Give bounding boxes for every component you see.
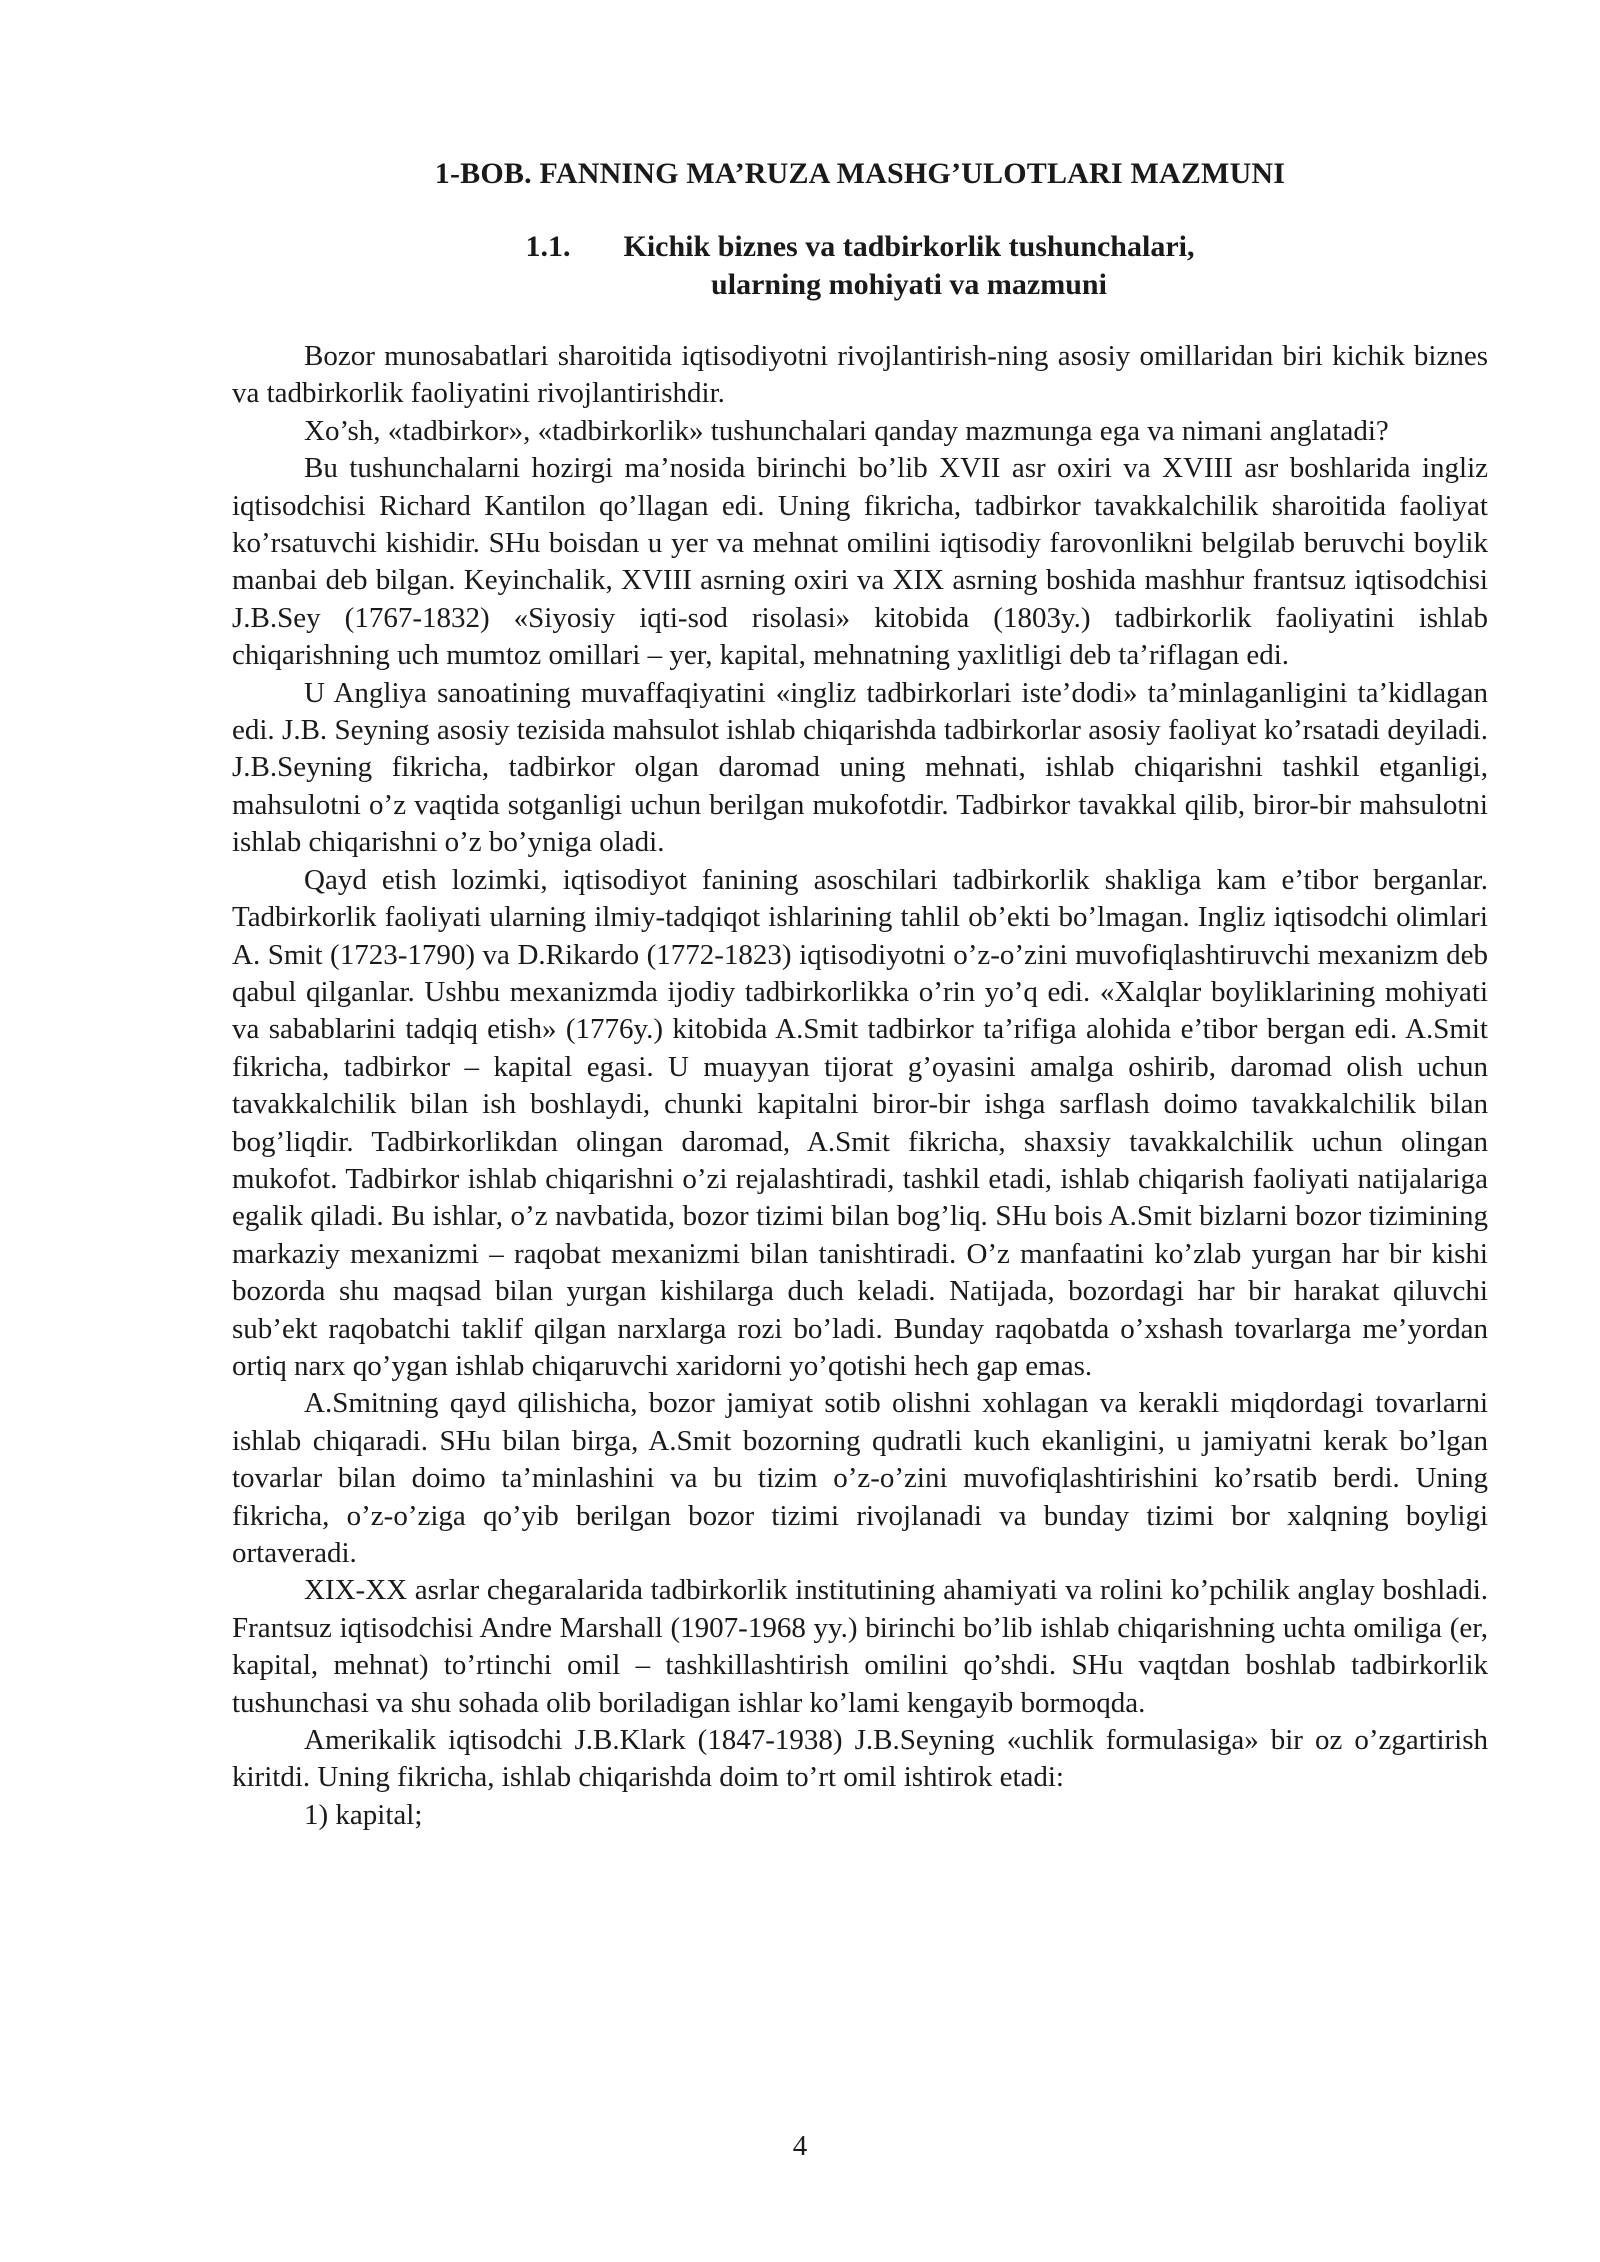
list-item: 1) kapital;	[304, 1798, 423, 1831]
paragraph: Qayd etish lozimki, iqtisodiyot fanining asoschilari tadbirkorlik shakliga kam e’tibor berganlar. Tadbirkorlik faoliyati ularning ilmiy-tadqiqot ishlarining tahlil ob’ekti bo’lmagan. Ingliz iqtisodchi olimlari A. Smit (1723-1790) va D.Rikardo (1772-1823) iqtisodiyotni o’z-o’zini muvofiqlashtiruvchi mexanizm deb qabul qilganlar. Ushbu mexanizmda ijodiy tadbirkorlikka o’rin yo’q edi. «Xalqlar boyliklarining mohiyati va sabablarini tadqiq etish» (1776y.) kitobida A.Smit tadbirkor ta’rifiga alohida e’tibor bergan edi. A.Smit fikricha, tadbirkor – kapital egasi. U muayyan tijorat g’oyasini amalga oshirib, daromad olish uchun tavakkalchilik bilan ish boshlaydi, chunki kapitalni biror-bir ishga sarflash doimo tavakkalchilik bilan bog’liqdir. Tadbirkorlikdan olingan daromad, A.Smit fikricha, shaxsiy tavakkalchilik uchun olingan mukofot. Tadbirkor ishlab chiqarishni o’zi rejalashtiradi, tashkil etadi, ishlab chiqarish faoliyati natijalariga egalik qiladi. Bu ishlar, o’z navbatida, bozor tizimi bilan bog’liq. SHu bois A.Smit bizlarni bozor tizimining markaziy mexanizmi – raqobat mexanizmi bilan tanishtiradi. O’z manfaatini ko’zlab yurgan har bir kishi bozorda shu maqsad bilan yurgan kishilarga duch keladi. Natijada, bozordagi har bir harakat qiluvchi sub’ekt raqobatchi taklif qilgan narxlarga rozi bo’ladi. Bunday raqobatda o’xshash tovarlarga me’yordan ortiq narx qo’ygan ishlab chiqaruvchi xaridorni yo’qotishi hech gap emas.	[232, 863, 1488, 1382]
paragraph: U Angliya sanoatining muvaffaqiyatini «ingliz tadbirkorlari iste’dodi» ta’minlaganligini ta’kidlagan edi. J.B. Seyning asosiy tezisida mahsulot ishlab chiqarishda tadbirkorlar asosiy faoliyat ko’rsatadi deyiladi. J.B.Seyning fikricha, tadbirkor olgan daromad uning mehnati, ishlab chiqarishni tashkil etganligi, mahsulotni o’z vaqtida sotganligi uchun berilgan mukofotdir. Tadbirkor tavakkal qilib, biror-bir mahsulotni ishlab chiqarishni o’z bo’yniga oladi.	[232, 676, 1488, 859]
paragraph: Amerikalik iqtisodchi J.B.Klark (1847-1938) J.B.Seyning «uchlik formulasiga» bir oz o’zgartirish kiritdi. Uning fikricha, ishlab chiqarishda doim to’rt omil ishtirok etadi:	[232, 1724, 1488, 1794]
page-number: 4	[792, 2130, 808, 2162]
section-title	[624, 228, 1195, 304]
paragraph: Bu tushunchalarni hozirgi ma’nosida birinchi bo’lib XVII asr oxiri va XVIII asr boshlarida ingliz iqtisodchisi Richard Kantilon qo’llagan edi. Uning fikricha, tadbirkor tavakkalchilik sharoitida faoliyat ko’rsatuvchi kishidir. SHu boisdan u yer va mehnat omilini iqtisodiy farovonlikni belgilab beruvchi boylik manbai deb bilgan. Keyinchalik, XVIII asrning oxiri va XIX asrning boshida mashhur frantsuz iqtisodchisi J.B.Sey (1767-1832) «Siyosiy iqti-sod risolasi» kitobida (1803y.) tadbirkorlik faoliyatini ishlab chiqarishning uch mumtoz omillari – yer, kapital, mehnatning yaxlitligi deb ta’riflagan edi.	[232, 452, 1488, 672]
document-page	[232, 150, 1488, 1834]
paragraph: A.Smitning qayd qilishicha, bozor jamiyat sotib olishni xohlagan va kerakli miqdordagi tovarlarni ishlab chiqaradi. SHu bilan birga, A.Smit bozorning qudratli kuch ekanligini, u jamiyatni kerak bo’lgan tovarlar bilan doimo ta’minlashini va bu tizim o’z-o’zini muvofiqlashtirishini ko’rsatib berdi. Uning fikricha, o’z-o’ziga qo’yib berilgan bozor tizimi rivojlanadi va bunday tizimi bor xalqning boyligi ortaveradi.	[232, 1387, 1488, 1569]
section-heading	[232, 228, 1488, 304]
body-text	[232, 338, 1488, 1834]
paragraph: Bozor munosabatlari sharoitida iqtisodiyotni rivojlantirish-ning asosiy omillaridan biri kichik biznes va tadbirkorlik faoliyatini rivojlantirishdir.	[232, 340, 1488, 410]
paragraph: XIX-XX asrlar chegaralarida tadbirkorlik institutining ahamiyati va rolini ko’pchilik anglay boshladi. Frantsuz iqtisodchisi Andre Marshall (1907-1968 yy.) birinchi bo’lib ishlab chiqarishning uchta omiliga (er, kapital, mehnat) to’rtinchi omil – tashkillashtirish omilini qo’shdi. SHu vaqtdan boshlab tadbirkorlik tushunchasi va shu sohada olib boriladigan ishlar ko’lami kengayib bormoqda.	[232, 1574, 1488, 1719]
chapter-title: 1-BOB. FANNING MA’RUZA MASHG’ULOTLARI MAZMUNI	[434, 157, 1286, 190]
section-number: 1.1.	[525, 230, 571, 263]
paragraph: Xo’sh, «tadbirkor», «tadbirkorlik» tushunchalari qanday mazmunga ega va nimani anglatadi?	[304, 414, 1389, 447]
section-title-line1: Kichik biznes va tadbirkorlik tushunchalari,	[623, 230, 1195, 263]
section-title-line2: ularning mohiyati va mazmuni	[711, 268, 1107, 301]
